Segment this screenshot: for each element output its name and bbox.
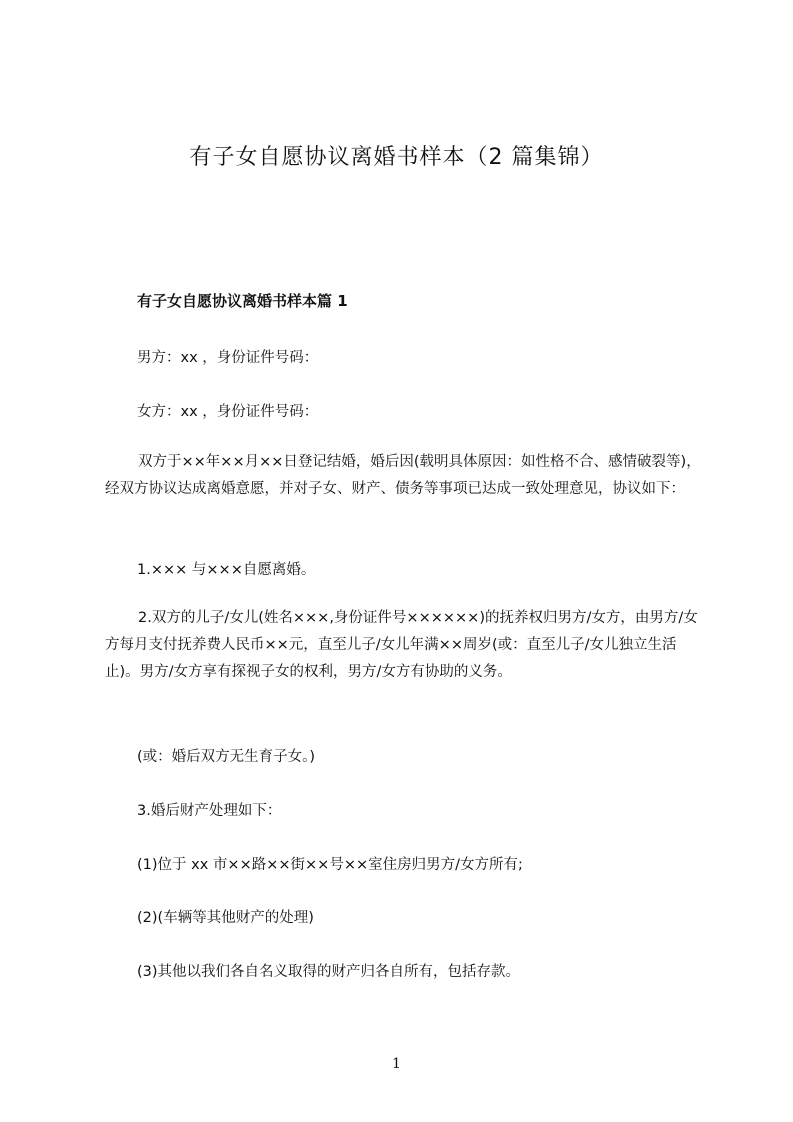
item-2-alternative: (或：婚后双方无生育子女。) bbox=[137, 749, 316, 765]
item-3-3: (3)其他以我们各自名义取得的财产归各自所有，包括存款。 bbox=[137, 964, 521, 980]
item-3-2: (2)(车辆等其他财产的处理) bbox=[137, 910, 314, 926]
intro-paragraph-text: 双方于××年××月××日登记结婚，婚后因(载明具体原因：如性格不合、感情破裂等)，经双方协议达成离婚意愿，并对子女、财产、债务等事项已达成一致处理意见，协议如下： bbox=[105, 454, 701, 497]
male-party-line: 男方：xx ，身份证件号码： bbox=[137, 350, 319, 366]
document-title: 有子女自愿协议离婚书样本（2 篇集锦） bbox=[189, 145, 604, 170]
intro-paragraph bbox=[105, 449, 705, 503]
item-1: 1.××× 与×××自愿离婚。 bbox=[137, 562, 316, 578]
item-2 bbox=[105, 605, 705, 686]
item-3: 3.婚后财产处理如下： bbox=[137, 803, 282, 819]
item-2-text: 2.双方的儿子/女儿(姓名×××,身份证件号××××××)的抚养权归男方/女方，由男方/女方每月支付抚养费人民币××元，直至儿子/女儿年满××周岁(或：直至儿子/女儿独立生活止)。男方/女方享有探视子女的权利，男方/女方有协助的义务。 bbox=[105, 610, 698, 680]
item-3-1: (1)位于 xx 市××路××街××号××室住房归男方/女方所有; bbox=[137, 857, 523, 873]
female-party-line: 女方：xx ，身份证件号码： bbox=[137, 404, 319, 420]
section-heading: 有子女自愿协议离婚书样本篇 1 bbox=[137, 292, 348, 310]
page-number: 1 bbox=[392, 1056, 401, 1072]
